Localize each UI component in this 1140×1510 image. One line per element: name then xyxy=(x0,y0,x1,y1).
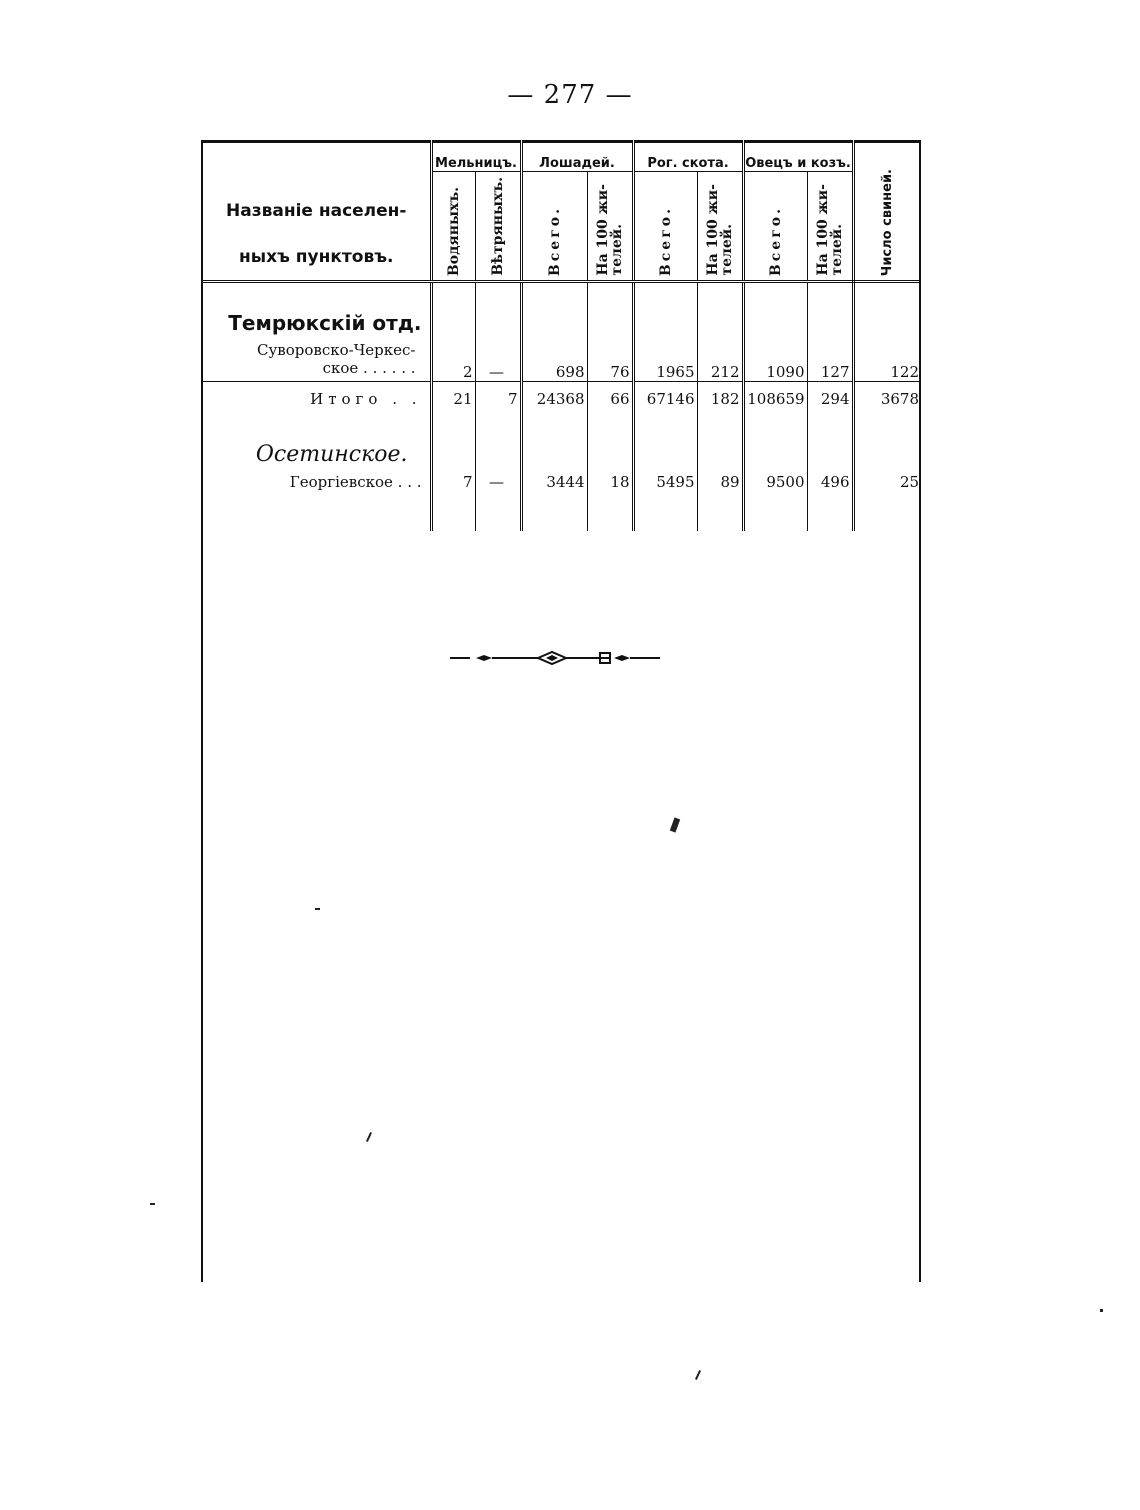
cell-cattle-total: 5495 xyxy=(633,467,697,491)
cell-horses-total: 3444 xyxy=(521,467,587,491)
livestock-table xyxy=(203,140,921,531)
print-speck xyxy=(670,817,680,832)
pigs-header-cell xyxy=(853,142,921,282)
total-sheep: 108659 xyxy=(743,382,807,409)
row-name-georgievskoe: Георгіевское . . . xyxy=(289,473,422,491)
cell-sheep-total: 9500 xyxy=(743,467,807,491)
cell-pigs: 25 xyxy=(853,467,921,491)
cell-cattle-per100: 212 xyxy=(697,335,743,382)
total-label: Итого . . xyxy=(203,382,431,409)
cell-pigs: 122 xyxy=(853,335,921,382)
subcol-cattle-per100: На 100 жи- телей. xyxy=(704,184,735,276)
subcol-water-mills: Водяныхъ. xyxy=(445,186,462,276)
name-header-line1: Названіе населен- xyxy=(226,201,407,221)
subcol-sheep-total: Всего. xyxy=(767,205,784,276)
total-cattle: 67146 xyxy=(633,382,697,409)
print-speck xyxy=(366,1132,372,1142)
subcol-wind-mills: Вѣтряныхъ. xyxy=(489,177,506,276)
cell-wind-mills: — xyxy=(475,335,521,382)
cell-sheep-per100: 496 xyxy=(807,467,853,491)
section-title-row xyxy=(203,408,921,467)
mills-header: Мельницъ. xyxy=(431,142,521,172)
cell-horses-per100: 76 xyxy=(587,335,633,382)
cell-horses-per100: 18 xyxy=(587,467,633,491)
section-title-temryuk: Темрюкскій отд. xyxy=(228,311,422,335)
cell-cattle-per100: 89 xyxy=(697,467,743,491)
subcol-cattle-total: Всего. xyxy=(657,205,674,276)
print-speck xyxy=(315,908,320,910)
print-speck xyxy=(1100,1309,1103,1312)
section-title-ossetian: Осетинское. xyxy=(255,442,408,467)
name-header-line2: ныхъ пунктовъ. xyxy=(239,247,394,267)
horses-header: Лошадей. xyxy=(521,142,633,172)
total-water-mills: 21 xyxy=(431,382,475,409)
print-speck xyxy=(150,1203,155,1205)
cell-sheep-total: 1090 xyxy=(743,335,807,382)
name-column-header xyxy=(203,142,431,282)
total-cattle-per100: 182 xyxy=(697,382,743,409)
table-row-total xyxy=(203,382,921,409)
subcol-sheep-per100: На 100 жи- телей. xyxy=(814,184,845,276)
total-horses-per100: 66 xyxy=(587,382,633,409)
subcol-horses-total: Всего. xyxy=(546,205,563,276)
cell-sheep-per100: 127 xyxy=(807,335,853,382)
page-number: — 277 — xyxy=(507,80,633,110)
subcol-horses-per100: На 100 жи- телей. xyxy=(594,184,625,276)
row-name-line2: ское . . . . . . xyxy=(322,359,416,377)
cell-water-mills: 7 xyxy=(431,467,475,491)
total-sheep-per100: 294 xyxy=(807,382,853,409)
ornament-divider-icon xyxy=(450,648,660,668)
total-wind-mills: 7 xyxy=(475,382,521,409)
cell-horses-total: 698 xyxy=(521,335,587,382)
table-row xyxy=(203,335,921,382)
cell-wind-mills: — xyxy=(475,467,521,491)
section-title-row xyxy=(203,282,921,336)
total-horses: 24368 xyxy=(521,382,587,409)
cell-cattle-total: 1965 xyxy=(633,335,697,382)
header-group-row xyxy=(203,142,921,172)
sheep-header: Овецъ и козъ. xyxy=(743,142,853,172)
table-row xyxy=(203,467,921,491)
pigs-header: Число свиней. xyxy=(879,168,895,276)
row-name-line1: Суворовско-Черкес- xyxy=(256,341,416,359)
total-pigs: 3678 xyxy=(853,382,921,409)
cell-water-mills: 2 xyxy=(431,335,475,382)
print-speck xyxy=(695,1370,701,1380)
cattle-header: Рог. скота. xyxy=(633,142,743,172)
